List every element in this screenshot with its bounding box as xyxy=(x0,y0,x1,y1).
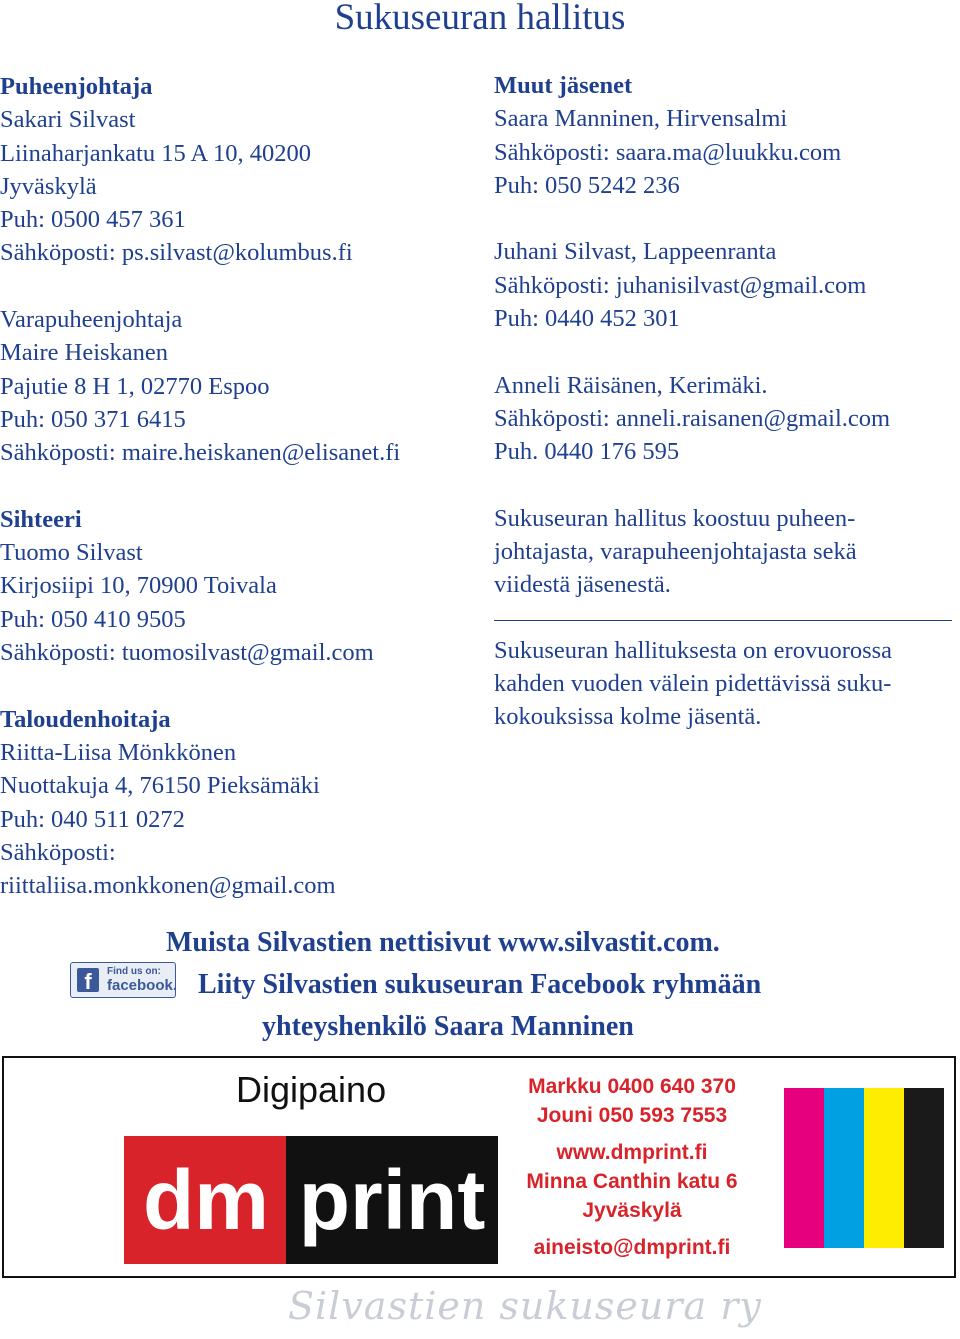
member-entry xyxy=(494,102,960,202)
contact-line: Puh: 050 371 6415 xyxy=(0,405,186,433)
officer-treasurer xyxy=(0,703,470,903)
dm-logo-block xyxy=(124,1136,288,1264)
role-heading: Puheenjohtaja xyxy=(0,73,153,100)
ad-phone-markku: Markku 0400 640 370 xyxy=(528,1075,736,1098)
contact-line: Kirjosiipi 10, 70900 Toivala xyxy=(0,572,277,600)
members-heading: Muut jäsenet xyxy=(494,72,633,99)
contact-line: Sähköposti: juhanisilvast@gmail.com xyxy=(494,271,867,299)
black-bar xyxy=(904,1088,944,1248)
ad-city: Jyväskylä xyxy=(582,1199,682,1222)
contact-person-line: yhteyshenkilö Saara Manninen xyxy=(262,1011,634,1042)
note-line: viidestä jäsenestä. xyxy=(494,571,671,599)
note-line: johtajasta, varapuheenjohtajasta sekä xyxy=(494,538,857,566)
cyan-bar xyxy=(824,1088,864,1248)
member-entry xyxy=(494,235,960,335)
print-logo-block xyxy=(286,1136,498,1264)
contact-line: Sähköposti: tuomosilvast@gmail.com xyxy=(0,639,374,667)
officer-secretary xyxy=(0,503,470,669)
contact-line: Puh: 0440 452 301 xyxy=(494,305,680,333)
officer-chair xyxy=(0,70,470,270)
facebook-line: Liity Silvastien sukuseuran Facebook ryhmään xyxy=(198,969,762,1000)
contact-line: Jyväskylä xyxy=(0,172,97,200)
board-composition-note xyxy=(494,502,960,602)
contact-line: Puh: 050 5242 236 xyxy=(494,171,680,199)
note-line: Sukuseuran hallituksesta on erovuorossa xyxy=(494,636,893,664)
contact-line: Sähköposti: maire.heiskanen@elisanet.fi xyxy=(0,439,401,467)
facebook-badge[interactable] xyxy=(70,962,176,998)
contact-line: Puh: 050 410 9505 xyxy=(0,605,186,633)
contact-line: Saara Manninen, Hirvensalmi xyxy=(494,105,788,133)
role-heading: Varapuheenjohtaja xyxy=(0,306,183,334)
facebook-badge-caption: Find us on: xyxy=(107,966,161,977)
website-line: Muista Silvastien nettisivut www.silvastit.com. xyxy=(166,927,720,958)
role-heading: Sihteeri xyxy=(0,505,82,533)
ad-website-link[interactable]: www.dmprint.fi xyxy=(556,1141,708,1164)
note-line: kahden vuoden välein pidettävissä suku- xyxy=(494,670,892,698)
contact-line: Tuomo Silvast xyxy=(0,539,143,567)
note-line: kokouksissa kolme jäsentä. xyxy=(494,703,762,731)
contact-line: Sähköposti: anneli.raisanen@gmail.com xyxy=(494,404,891,432)
note-line: Sukuseuran hallitus koostuu puheen- xyxy=(494,504,856,532)
facebook-badge-wordmark: facebook. xyxy=(107,977,178,994)
contact-line: Puh. 0440 176 595 xyxy=(494,438,680,466)
officer-vice-chair xyxy=(0,303,470,469)
contact-line: Sakari Silvast xyxy=(0,106,136,134)
contact-line: Sähköposti: ps.silvast@kolumbus.fi xyxy=(0,239,353,267)
print-logo-text: print xyxy=(298,1153,486,1247)
ad-street-address: Minna Canthin katu 6 xyxy=(526,1170,738,1193)
board-officers xyxy=(0,70,470,902)
contact-line: Nuottakuja 4, 76150 Pieksämäki xyxy=(0,772,320,800)
divider xyxy=(494,620,952,621)
ad-heading: Digipaino xyxy=(236,1069,387,1110)
contact-line: Juhani Silvast, Lappeenranta xyxy=(494,238,777,266)
contact-line: riittaliisa.monkkonen@gmail.com xyxy=(0,872,336,900)
other-members xyxy=(494,69,960,734)
role-heading: Taloudenhoitaja xyxy=(0,705,171,733)
contact-line: Maire Heiskanen xyxy=(0,339,169,367)
dm-logo-text: dm xyxy=(143,1153,269,1247)
contact-line: Pajutie 8 H 1, 02770 Espoo xyxy=(0,372,270,400)
ad-phone-jouni: Jouni 050 593 7553 xyxy=(536,1104,728,1127)
contact-line: Riitta-Liisa Mönkkönen xyxy=(0,738,237,766)
association-signature-logo: Silvastien sukuseura ry xyxy=(288,1284,762,1328)
contact-line: Anneli Räisänen, Kerimäki. xyxy=(494,371,768,399)
magenta-bar xyxy=(784,1088,824,1248)
rotation-note xyxy=(494,634,960,734)
page-title: Sukuseuran hallitus xyxy=(334,0,626,38)
contact-line: Puh: 0500 457 361 xyxy=(0,206,186,234)
cmyk-color-bars xyxy=(784,1088,944,1248)
contact-line: Liinaharjankatu 15 A 10, 40200 xyxy=(0,139,311,167)
facebook-icon: f xyxy=(77,968,99,992)
member-entry xyxy=(494,369,960,469)
yellow-bar xyxy=(864,1088,904,1248)
contact-line: Sähköposti: saara.ma@luukku.com xyxy=(494,138,842,166)
ad-email-link[interactable]: aineisto@dmprint.fi xyxy=(533,1236,731,1259)
ad-contact-info xyxy=(520,1072,744,1262)
contact-line: Sähköposti: xyxy=(0,838,116,866)
printer-advertisement xyxy=(2,1056,956,1278)
contact-line: Puh: 040 511 0272 xyxy=(0,805,185,833)
